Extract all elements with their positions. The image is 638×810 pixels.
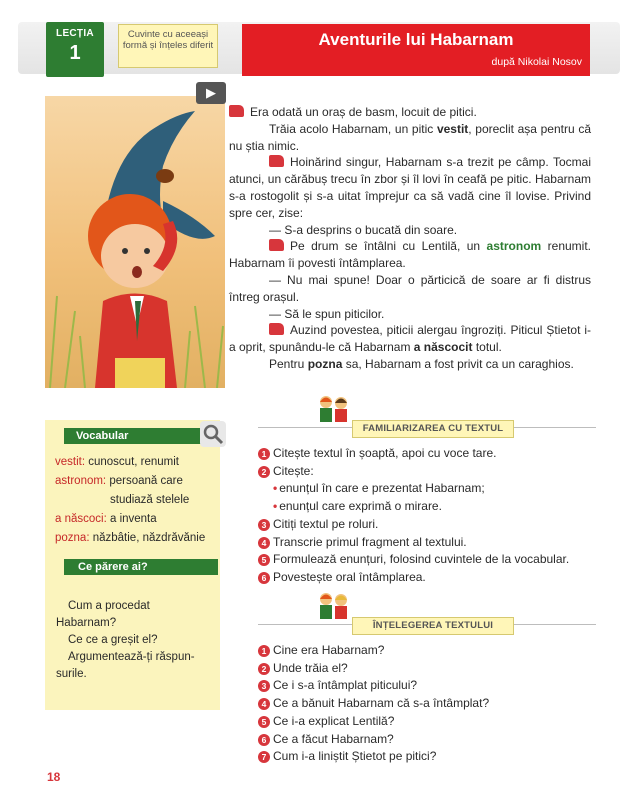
question-number: 7 [258,751,270,763]
story-paragraph: sa, Habarnam a fost privit ca un caraghios. [342,356,574,371]
vocab-entry [55,510,220,529]
question-item [258,731,598,749]
lesson-label: LECȚIA [56,28,94,39]
magnifier-icon [200,421,226,447]
section-heading-understanding: ÎNȚELEGEREA TEXTULUI [352,617,514,635]
task-subitem-text: enunțul care exprimă o mirare. [279,499,442,514]
question-text: Ce a bănuit Habarnam că s-a întâmplat? [273,696,490,711]
task-item [258,551,598,569]
question-text: Ce i-a explicat Lentilă? [273,713,395,728]
book-icon [229,105,244,117]
task-number: 4 [258,537,270,549]
question-number: 6 [258,734,270,746]
vocab-term: pozna: [55,532,90,544]
story-dialogue: — Să le spun piticilor. [269,306,385,321]
vocab-entry [55,472,220,510]
story-paragraph: , poreclit așa pentru că nu știa nimic. [229,121,591,153]
vocab-entry [55,453,220,472]
habarnam-drawing [45,96,225,388]
author-credit: după Nikolai Nosov [491,56,582,68]
task-subitem: • enunțul în care e prezentat Habarnam; [273,481,485,496]
story-paragraph: Pentru [269,356,308,371]
question-text: Unde trăia el? [273,660,348,675]
video-icon[interactable]: ▶ [196,82,226,104]
task-item [258,445,598,463]
vocab-term: a născoci: [55,513,107,525]
keyword-astronom: astronom [486,239,542,254]
book-icon [269,323,284,335]
story-paragraph: Auzind povestea, piticii alergau îngroziți. Piticul Știetot i-a oprit, spunându-le că Habarnam [229,323,591,355]
task-text: Transcrie primul fragment al textului. [273,534,467,549]
story-text [229,104,591,373]
keyword-pozna: pozna [307,356,343,371]
question-item [258,748,598,766]
question-number: 2 [258,663,270,675]
question-number: 1 [258,645,270,657]
story-paragraph: renumit. Habarnam îi povesti întâmplarea. [229,239,591,271]
task-item [258,569,598,587]
page-number: 18 [47,770,61,784]
understanding-questions [258,642,598,766]
vocab-term: astronom: [55,475,107,487]
question-text: Ce a făcut Habarnam? [273,731,394,746]
vocab-definition: persoană care [106,475,183,487]
task-subitem-text: enunțul în care e prezentat Habarnam; [279,481,485,496]
opinion-heading: Ce părere ai? [64,559,218,575]
title-banner [242,24,590,76]
story-paragraph: Pe drum se întâlni cu Lentilă, un [290,239,487,254]
question-item [258,695,598,713]
question-item [258,642,598,660]
task-number: 5 [258,554,270,566]
opinion-line: Ce ce a greșit el? [68,634,158,646]
question-item [258,660,598,678]
vocab-definition: a inventa [106,513,157,525]
question-item [258,713,598,731]
lesson-number: 1 [69,42,81,64]
task-number: 1 [258,448,270,460]
task-text: Citiți textul pe roluri. [273,516,379,531]
page-title: Aventurile lui Habarnam [318,30,514,49]
question-text: Cine era Habarnam? [273,643,385,657]
lesson-badge [46,22,104,77]
opinion-line: Habarnam? [56,617,117,629]
opinion-line: Argumentează-ți răspun- [68,651,195,663]
vocabulary-heading: Vocabular [64,428,218,444]
task-item [258,534,598,552]
familiarize-tasks [258,445,598,587]
question-number: 5 [258,716,270,728]
task-text: Povestește oral întâmplarea. [273,569,426,584]
vocabulary-list [55,453,220,548]
question-number: 4 [258,698,270,710]
keyword-vestit: vestit [436,121,469,136]
children-icon [316,591,352,625]
question-text: Ce i s-a întâmplat piticului? [273,678,418,693]
story-dialogue: — S-a desprins o bucată din soare. [269,222,458,237]
story-paragraph: Era odată un oraș de basm, locuit de pitici. [250,105,477,119]
task-subitem: • enunțul care exprimă o mirare. [273,499,442,514]
story-dialogue: — Nu mai spune! Doar o părticică de soare ar fi distrus întreg orașul. [229,272,591,304]
task-number: 2 [258,466,270,478]
question-item [258,677,598,695]
task-text: Formulează enunțuri, folosind cuvintele de la vocabular. [273,552,570,567]
keyword-a-nascocit: a născocit [413,340,473,355]
vocab-definition: studiază stelele [110,494,190,506]
story-paragraph: Hoinărind singur, Habarnam s-a trezit pe câmp. Tocmai atunci, un cărăbuș trecu în zbor și îl lovi în ceafă pe pitic. Habarnam s-a rostogolit și s-a uitat împrejur ca să vadă cine îl lovise. Privind spre cer, zise: [229,155,591,220]
lesson-topic: Cuvinte cu aceeași formă și înțeles diferit [118,24,218,68]
task-number: 3 [258,519,270,531]
task-item [258,463,598,481]
opinion-line: surile. [56,668,87,680]
children-icon [316,394,352,428]
story-paragraph: totul. [472,340,502,355]
task-text: Citește: [273,463,314,478]
vocab-term: vestit: [55,456,86,468]
question-text: Cum i-a liniștit Știetot pe pitici? [273,749,437,764]
vocab-entry [55,529,220,548]
question-number: 3 [258,680,270,692]
book-icon [269,155,284,167]
book-icon [269,239,284,251]
story-paragraph: Trăia acolo Habarnam, un pitic [269,121,437,136]
task-item [258,516,598,534]
habarnam-illustration [45,96,225,388]
vocab-definition: cunoscut, renumit [85,456,180,468]
vocab-definition: năzbâtie, năzdrăvănie [89,532,206,544]
task-text: Citește textul în șoaptă, apoi cu voce tare. [273,446,497,460]
opinion-questions [56,598,214,683]
section-heading-familiarize: FAMILIARIZAREA CU TEXTUL [352,420,514,438]
opinion-line: Cum a procedat [68,600,150,612]
task-number: 6 [258,572,270,584]
